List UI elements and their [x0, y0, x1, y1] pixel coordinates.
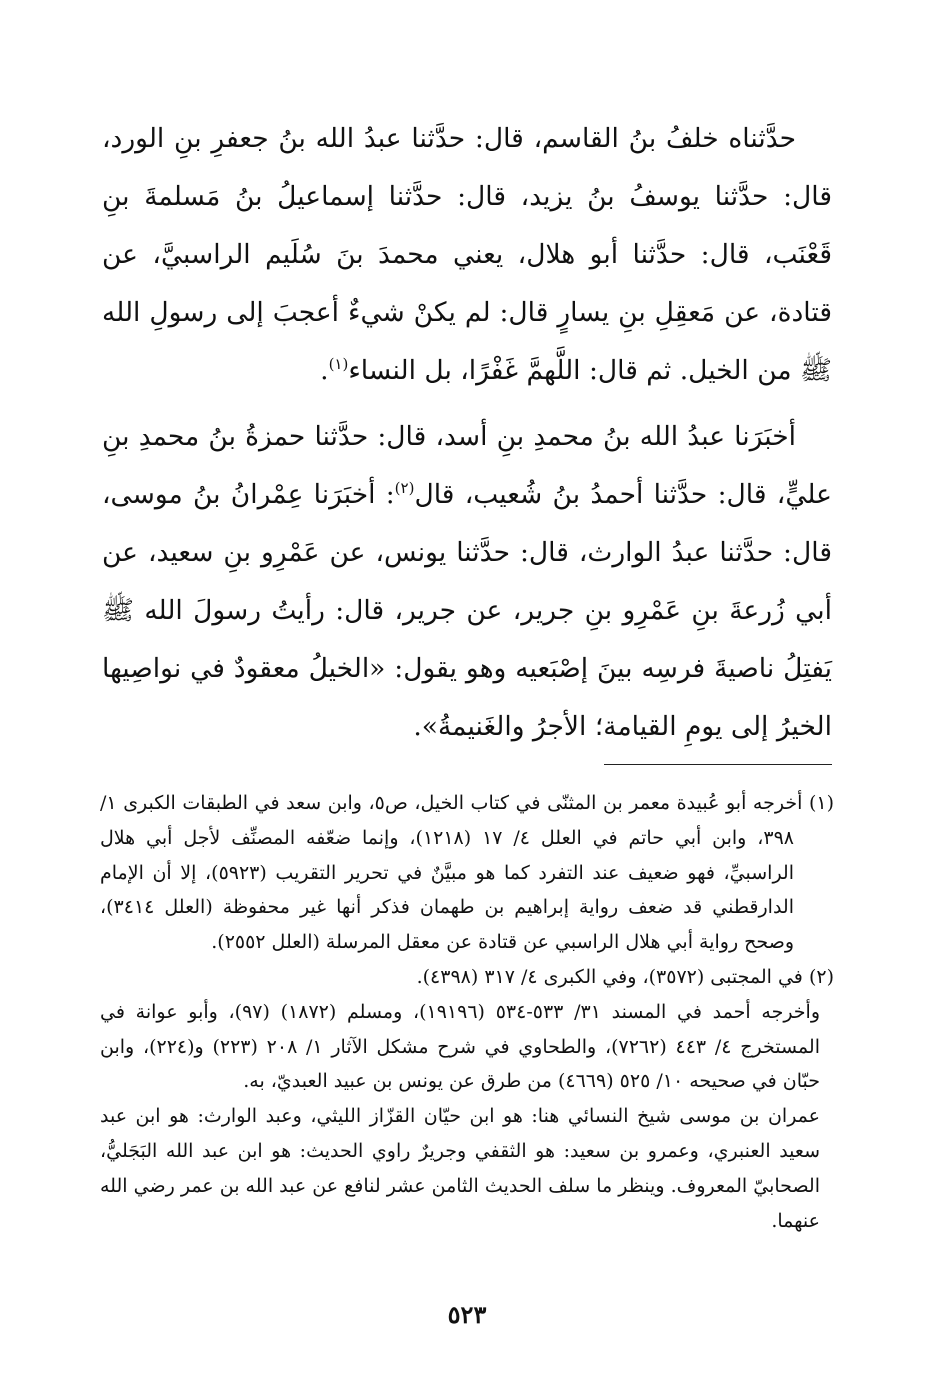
paragraph-2	[102, 408, 832, 756]
paragraph-1-text: حدَّثناه خلفُ بنُ القاسم، قال: حدَّثنا عبدُ الله بنُ جعفرِ بنِ الورد، قال: حدَّثنا يوسفُ بنُ يزيد، قال: حدَّثنا إسماعيلُ بنُ مَسلمةَ بنِ قَعْنَب، قال: حدَّثنا أبو هلال، يعني محمدَ بنَ سُلَيم الراسبيَّ، عن قتادة، عن مَعقِلِ بنِ يسارٍ قال: لم يكنْ شيءٌ أعجبَ إلى رسولِ الله ﷺ من الخيل. ثم قال: اللَّهمَّ غَفْرًا، بل النساء	[102, 123, 832, 386]
footnotes	[100, 786, 834, 1238]
footnote-1-text: أخرجه أبو عُبيدة معمر بن المثنّى في كتاب الخيل، ص٥، وابن سعد في الطبقات الكبرى ١/ ٣٩٨، وابن أبي حاتم في العلل ٤/ ١٧ (١٢١٨)، وإنما ضعّفه المصنِّف لأجل أبي هلال الراسبيِّ، فهو ضعيف عند التفرد كما هو مبيَّنٌ في تحرير التقريب (٥٩٢٣)، إلا أن الإمام الدارقطني قد ضعف رواية إبراهيم بن طهمان فذكر أنها غير محفوظة (العلل ٣٤١٤)، وصحح رواية أبي هلال الراسبي عن قتادة عن معقل المرسلة (العلل ٢٥٥٢).	[100, 792, 803, 954]
footnote-2-continued-1: وأخرجه أحمد في المسند ٣١/ ٥٣٣-٥٣٤ (١٩١٩٦)، ومسلم (١٨٧٢) (٩٧)، وأبو عوانة في المستخرج ٤/ ٤٤٣ (٧٢٦٢)، والطحاوي في شرح مشكل الآثار ١/ ٢٠٨ (٢٢٣) و(٢٢٤)، وابن حبّان في صحيحه ١٠/ ٥٢٥ (٤٦٦٩) من طرق عن يونس بن عبيد العبديّ، به.	[100, 1000, 820, 1093]
footnote-ref-2[interactable]: (٢)	[394, 479, 415, 498]
footnote-1	[100, 786, 834, 960]
paragraph-1-end: .	[320, 355, 329, 386]
footnote-1-marker: (١)	[808, 792, 834, 814]
paragraph-1	[102, 110, 832, 400]
footnote-2-marker: (٢)	[808, 965, 834, 988]
paragraph-2-text-a: أخبَرَنا عبدُ الله بنُ محمدِ بنِ أسد، قال: حدَّثنا حمزةُ بنُ محمدِ بنِ عليٍّ، قال: حدَّثنا أحمدُ بنُ شُعيب، قال	[102, 421, 832, 510]
footnote-2-continued-2: عمران بن موسى شيخ النسائي هنا: هو ابن حيّان القزّاز الليثي، وعبد الوارث: هو ابن عبد سعيد العنبري، وعمرو بن سعيد: هو الثقفي وجريرٌ راوي الحديث: هو ابن عبد الله البَجَليُّ، الصحابيّ المعروف. وينظر ما سلف الحديث الثامن عشر لنافع عن عبد الله بن عمر رضي الله عنهما.	[100, 1105, 820, 1232]
footnote-2-text: في المجتبى (٣٥٧٢)، وفي الكبرى ٤/ ٣١٧ (٤٣٩٨).	[416, 965, 803, 988]
page-number: ٥٢٣	[447, 1300, 487, 1329]
footnote-separator	[604, 764, 832, 765]
paragraph-2-text-b: : أخبَرَنا عِمْرانُ بنُ موسى، قال: حدَّثنا عبدُ الوارث، قال: حدَّثنا يونس، عن عَمْرِو بنِ سعيد، عن أبي زُرعةَ بنِ عَمْرِو بنِ جرير، عن جرير، قال: رأيتُ رسولَ الله ﷺ يَفتِلُ ناصيةَ فرسِه بينَ إصْبَعيه وهو يقول: «الخيلُ معقودٌ في نواصِيها الخيرُ إلى يومِ القيامة؛ الأجرُ والغَنيمةُ».	[102, 479, 832, 742]
footnote-2	[100, 960, 834, 995]
main-text	[102, 110, 832, 756]
footnote-ref-1[interactable]: (١)	[328, 355, 349, 374]
